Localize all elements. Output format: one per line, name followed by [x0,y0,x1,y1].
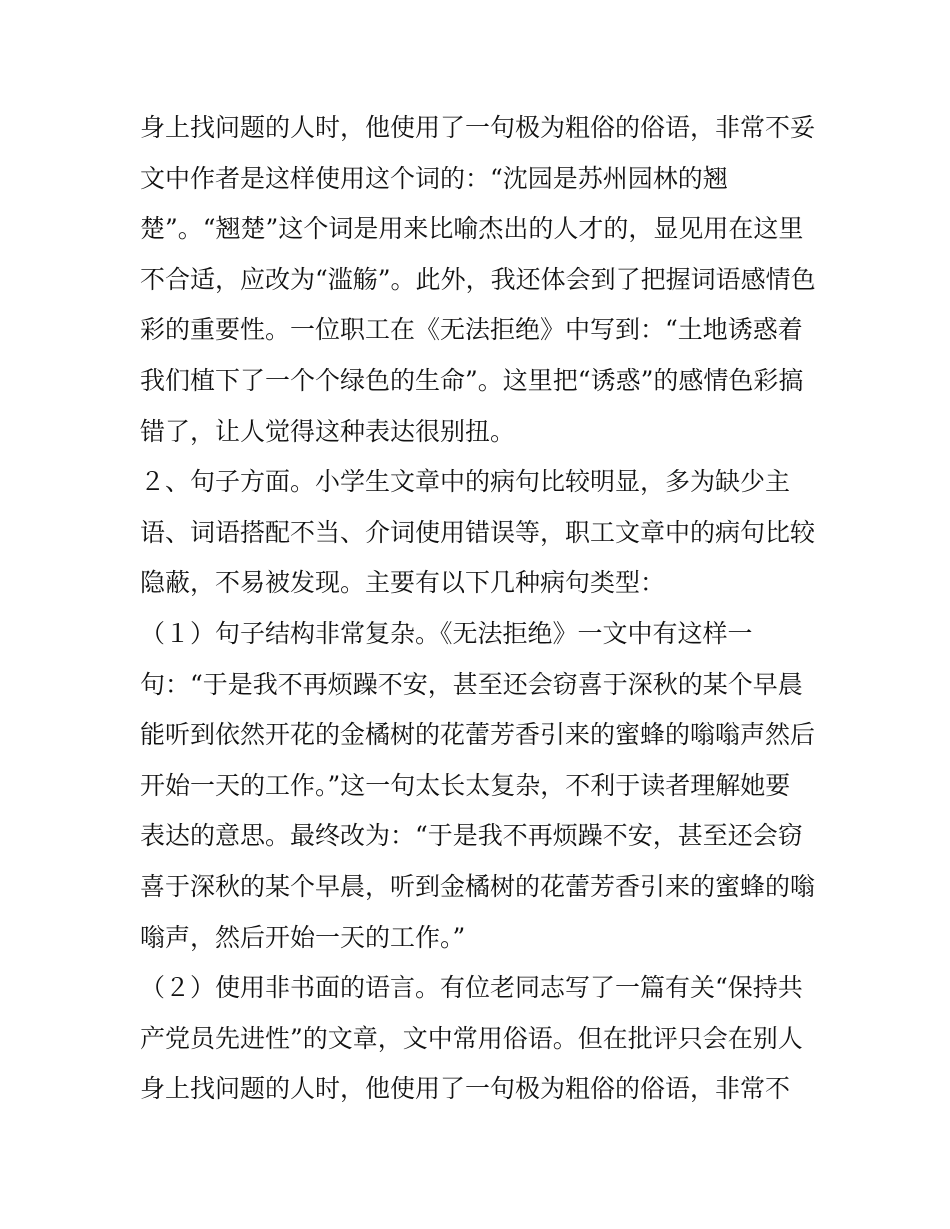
text-line: 语、词语搭配不当、介词使用错误等，职工文章中的病句比较 [140,517,816,547]
text-line: 错了，让人觉得这种表达很别扭。 [140,416,516,446]
text-line: （１）句子结构非常复杂。《无法拒绝》一文中有这样一 [140,618,753,648]
text-line: 表达的意思。最终改为：“于是我不再烦躁不安，甚至还会窃 [140,821,803,851]
text-line: 彩的重要性。一位职工在《无法拒绝》中写到：“土地诱惑着 [140,315,803,345]
text-line: 嗡声，然后开始一天的工作。” [140,922,466,952]
text-line: 喜于深秋的某个早晨，听到金橘树的花蕾芳香引来的蜜蜂的嗡 [140,871,816,901]
text-line: 产党员先进性”的文章，文中常用俗语。但在批评只会在别人 [140,1023,803,1053]
text-line: 开始一天的工作。”这一句太长太复杂，不利于读者理解她要 [140,770,791,800]
text-line: 文中作者是这样使用这个词的：“沈园是苏州园林的翘 [140,163,728,193]
text-line: 身上找问题的人时，他使用了一句极为粗俗的俗语，非常不 [140,1074,791,1104]
text-line: 不合适，应改为“滥觞”。此外，我还体会到了把握词语感情色 [140,264,816,294]
text-line: 楚”。“翘楚”这个词是用来比喻杰出的人才的，显见用在这里 [140,214,804,244]
text-line: 隐蔽，不易被发现。主要有以下几种病句类型： [140,568,666,598]
text-line: ２、句子方面。小学生文章中的病句比较明显，多为缺少主 [140,467,791,497]
text-line: 句：“于是我不再烦躁不安，甚至还会窃喜于深秋的某个早晨 [140,669,803,699]
text-line: 我们植下了一个个绿色的生命”。这里把“诱惑”的感情色彩搞 [140,365,804,395]
text-line: （２）使用非书面的语言。有位老同志写了一篇有关“保持共 [140,973,803,1003]
document-body [140,103,820,1115]
text-line: 身上找问题的人时，他使用了一句极为粗俗的俗语，非常不妥 [140,113,816,142]
text-line: 能听到依然开花的金橘树的花蕾芳香引来的蜜蜂的嗡嗡声然后 [140,720,816,750]
